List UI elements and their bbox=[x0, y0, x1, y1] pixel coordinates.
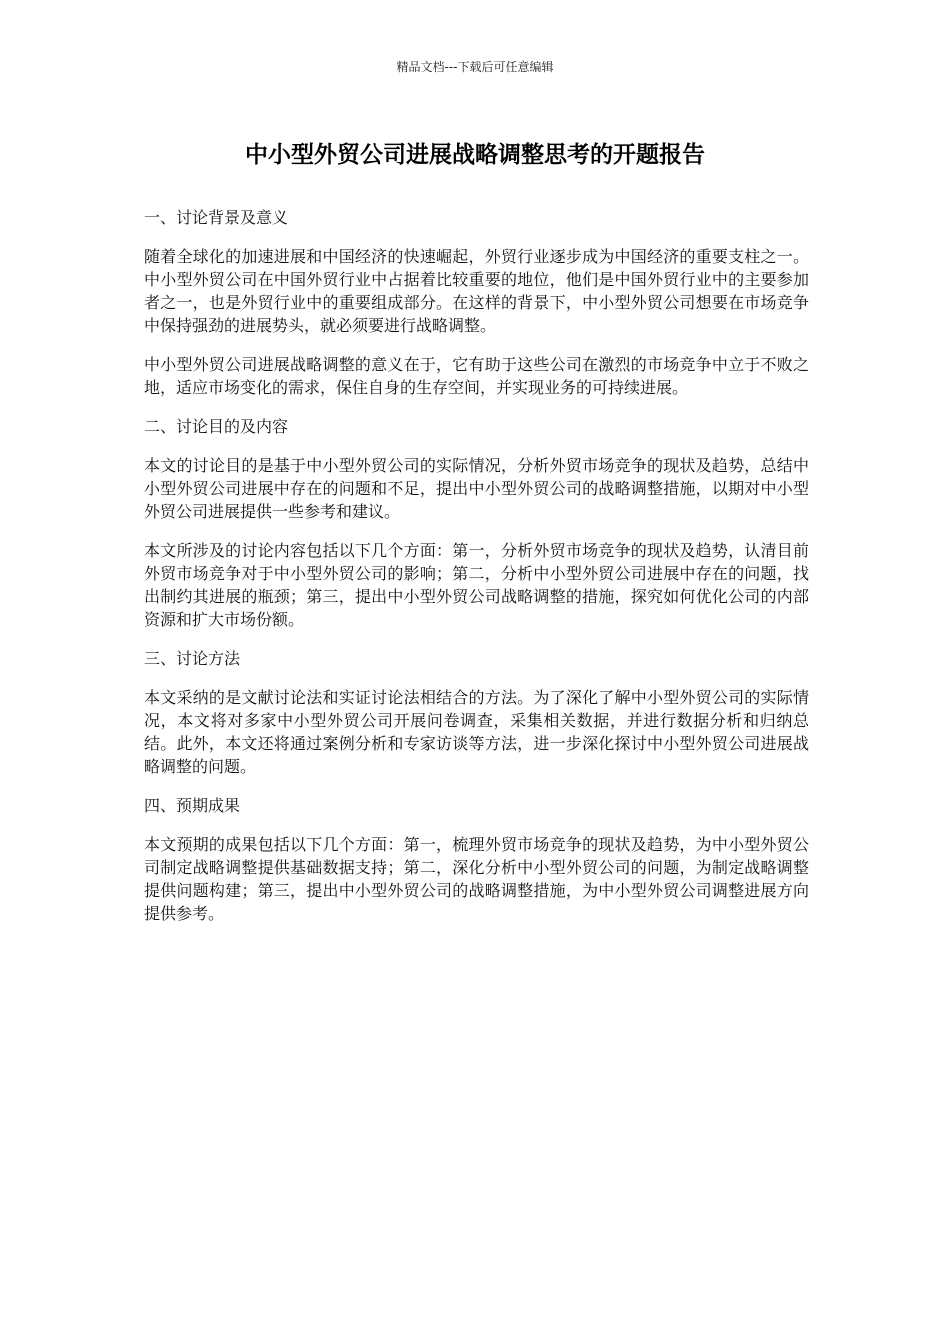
section-purpose bbox=[144, 415, 809, 631]
page-header-note: 精品文档---下载后可任意编辑 bbox=[396, 60, 554, 74]
paragraph: 随着全球化的加速进展和中国经济的快速崛起，外贸行业逐步成为中国经济的重要支柱之一。中小型外贸公司在中国外贸行业中占据着比较重要的地位，他们是中国外贸行业中的主要参加者之一，也是外贸行业中的重要组成部分。在这样的背景下，中小型外贸公司想要在市场竞争中保持强劲的进展势头，就必须要进行战略调整。 bbox=[144, 247, 809, 335]
section-heading: 三、讨论方法 bbox=[144, 649, 241, 668]
section-method bbox=[144, 647, 809, 778]
paragraph: 本文的讨论目的是基于中小型外贸公司的实际情况，分析外贸市场竞争的现状及趋势，总结中小型外贸公司进展中存在的问题和不足，提出中小型外贸公司的战略调整措施，以期对中小型外贸公司进展提供一些参考和建议。 bbox=[144, 456, 809, 521]
section-heading: 四、预期成果 bbox=[144, 796, 241, 815]
section-background bbox=[144, 206, 809, 399]
section-expected-results bbox=[144, 794, 809, 925]
paragraph: 本文所涉及的讨论内容包括以下几个方面：第一，分析外贸市场竞争的现状及趋势，认清目前外贸市场竞争对于中小型外贸公司的影响；第二，分析中小型外贸公司进展中存在的问题，找出制约其进展的瓶颈；第三，提出中小型外贸公司战略调整的措施，探究如何优化公司的内部资源和扩大市场份额。 bbox=[144, 541, 809, 629]
document-title: 中小型外贸公司进展战略调整思考的开题报告 bbox=[245, 142, 705, 168]
paragraph: 本文采纳的是文献讨论法和实证讨论法相结合的方法。为了深化了解中小型外贸公司的实际情况，本文将对多家中小型外贸公司开展问卷调查，采集相关数据，并进行数据分析和归纳总结。此外，本文还将通过案例分析和专家访谈等方法，进一步深化探讨中小型外贸公司进展战略调整的问题。 bbox=[144, 688, 809, 776]
section-heading: 一、讨论背景及意义 bbox=[144, 208, 289, 227]
paragraph: 中小型外贸公司进展战略调整的意义在于，它有助于这些公司在激烈的市场竞争中立于不败之地，适应市场变化的需求，保住自身的生存空间，并实现业务的可持续进展。 bbox=[144, 355, 809, 397]
section-heading: 二、讨论目的及内容 bbox=[144, 417, 289, 436]
paragraph: 本文预期的成果包括以下几个方面：第一，梳理外贸市场竞争的现状及趋势，为中小型外贸公司制定战略调整提供基础数据支持；第二，深化分析中小型外贸公司的问题，为制定战略调整提供问题构建；第三，提出中小型外贸公司的战略调整措施，为中小型外贸公司调整进展方向提供参考。 bbox=[144, 835, 809, 923]
document-body bbox=[144, 206, 809, 941]
